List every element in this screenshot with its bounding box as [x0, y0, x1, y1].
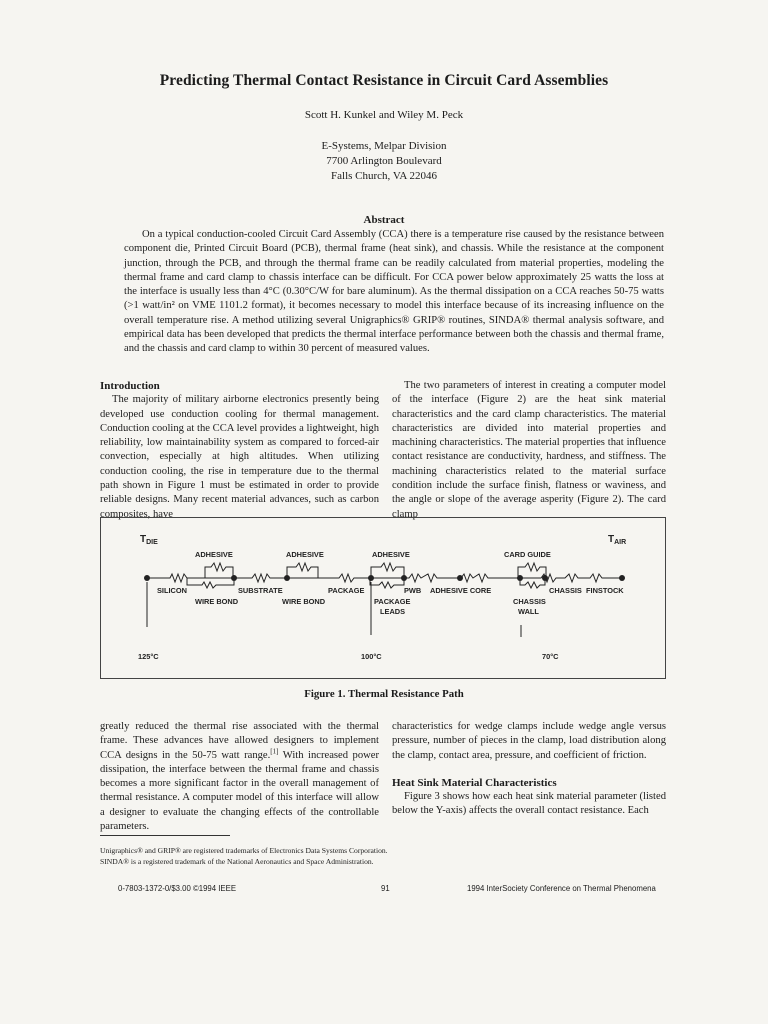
- footnote-line: Unigraphics® and GRIP® are registered trademarks of Electronics Data Systems Corporation.: [100, 846, 388, 855]
- label-package: PACKAGE: [328, 586, 365, 595]
- paragraph: greatly reduced the thermal rise associated with the thermal frame. These advances have allowed designers to implement CCA designs in the 50-75 watt range.[1] With increased power dissipation, the interface between the thermal frame and chassis becomes a more significant factor in the overall management of thermal resistance. A computer model of this interface will allow a designer to evaluate the changing effects of the controllable parameters.: [100, 721, 380, 833]
- resistor-adhesive-2: [287, 563, 318, 578]
- node: [144, 575, 150, 581]
- section-heading-introduction: Introduction: [100, 380, 160, 392]
- thermal-resistance-diagram: [100, 517, 666, 679]
- paragraph: The majority of military airborne electronics presently being developed use conduction cooling for thermal management. Conduction cooling at the CCA level provides a lightweight, high reliability, low maintainability system as compared to forced-air convection, especially at high altitudes. When utilizing conduction cooling, the rise in temperature due to the thermal path shown in Figure 1 must be estimated in order to provide reliable designs. Many recent material advances, such as carbon composites, have: [100, 394, 379, 520]
- paper-title: Predicting Thermal Contact Resistance in Circuit Card Assemblies: [159, 72, 609, 89]
- node: [368, 575, 374, 581]
- footer-conference: 1994 InterSociety Conference on Thermal Phenomena: [467, 884, 656, 893]
- page-number: 91: [381, 884, 390, 893]
- paragraph: The two parameters of interest in creating a computer model of the interface (Figure 2) are the heat sink material characteristics and the card clamp characteristics. The material characteristics are divided into material properties and machining characteristics. The material properties that influence contact resistance are conductivity, hardness, and stiffness. The machining characteristics related to the material surface condition include the surface finish, flatness or waviness, and the angle or slope of the average asperity (Figure 2). The card clamp: [392, 380, 666, 520]
- figure-caption: Figure 1. Thermal Resistance Path: [304, 688, 464, 700]
- main-thermal-path: [147, 574, 622, 582]
- footnotes: [100, 845, 666, 867]
- node: [542, 575, 548, 581]
- t-air-label: $T_{AIR}$: [608, 534, 627, 546]
- affiliation-line: 7700 Arlington Boulevard: [326, 155, 442, 167]
- affiliation: [0, 139, 768, 184]
- label-substrate: SUBSTRATE: [238, 586, 283, 595]
- label-adhesive-core: ADHESIVE CORE: [430, 586, 492, 595]
- node: [457, 575, 463, 581]
- t-die-label: $T_{DIE}$: [140, 534, 158, 546]
- label-adhesive-3: ADHESIVE: [372, 550, 410, 559]
- temp-label-125: 125°C: [138, 652, 159, 661]
- label-chassis: CHASSIS: [549, 586, 582, 595]
- label-chassis-wall: WALL: [518, 607, 539, 616]
- label-package-leads: PACKAGE: [374, 597, 411, 606]
- footnote-line: SINDA® is a registered trademark of the National Aeronautics and Space Administration.: [100, 857, 374, 866]
- footer-copyright: 0-7803-1372-0/$3.00 ©1994 IEEE: [118, 884, 237, 893]
- label-pwb: PWB: [404, 586, 422, 595]
- label-adhesive-2: ADHESIVE: [286, 550, 324, 559]
- label-silicon: SILICON: [157, 586, 187, 595]
- temp-label-70: 70°C: [542, 652, 559, 661]
- label-finstock: FINSTOCK: [586, 586, 624, 595]
- resistor-adhesive-3: [371, 563, 404, 578]
- abstract-heading: Abstract: [363, 214, 405, 226]
- node: [401, 575, 407, 581]
- paragraph: characteristics for wedge clamps include wedge angle versus pressure, number of pieces in the clamp, load distribution along the clamp, contact area, pressure, and coefficient of friction.: [392, 721, 666, 761]
- resistor-adhesive-1: [205, 563, 233, 578]
- label-card-guide: CARD GUIDE: [504, 550, 551, 559]
- resistor-pwb: [520, 578, 545, 588]
- authors: Scott H. Kunkel and Wiley M. Peck: [304, 109, 464, 121]
- resistor-card-guide: [518, 563, 546, 578]
- node: [619, 575, 625, 581]
- footnote-divider: [100, 835, 230, 836]
- affiliation-line: Falls Church, VA 22046: [331, 170, 437, 182]
- label-chassis-wall: CHASSIS: [513, 597, 546, 606]
- citation: [1]: [270, 747, 279, 756]
- body-column-left: [100, 720, 379, 834]
- node: [517, 575, 523, 581]
- label-wire-bond-1: WIRE BOND: [195, 597, 239, 606]
- node: [231, 575, 237, 581]
- resistor-silicon: [187, 578, 234, 588]
- affiliation-line: E-Systems, Melpar Division: [321, 140, 447, 152]
- label-wire-bond-2: WIRE BOND: [282, 597, 326, 606]
- section-heading-heat-sink: Heat Sink Material Characteristics: [392, 776, 557, 789]
- node: [284, 575, 290, 581]
- intro-column-right: [392, 379, 666, 522]
- label-package-leads: LEADS: [380, 607, 406, 616]
- body-column-right: [392, 720, 666, 819]
- abstract-text: On a typical conduction-cooled Circuit Card Assembly (CCA) there is a temperature rise caused by the resistance between component die, Printed Circuit Board (PCB), thermal frame (heat sink), and chassis. While the resistance at the component junction, through the PCB, and through the thermal frame can be readily calculated from material properties, modeling the thermal frame and card clamp to chassis interface can be difficult. For CCA power below approximately 25 watts the loss at the interface is usually less than 4°C (0.30°C/W for bare aluminum). As the thermal dissipation on a CCA reaches 50-75 watts (>1 watt/in² on VME 1101.2 format), it becomes necessary to model this interface because of its increasing influence on the overall temperature rise. A method utilizing several Unigraphics® GRIP® routines, SINDA® thermal analysis software, and empirical data has been developed that predicts the thermal interface performance between both the chassis and thermal frame, and the chassis and card clamp to within 30 percent of measured values.: [124, 229, 664, 355]
- resistor-package: [370, 578, 404, 588]
- paragraph: Figure 3 shows how each heat sink material parameter (listed below the Y-axis) affects the overall contact resistance. Each: [392, 791, 666, 817]
- temp-label-100: 100°C: [361, 652, 382, 661]
- intro-column-left: [100, 379, 379, 522]
- figure-1-frame: [100, 517, 666, 679]
- label-adhesive-1: ADHESIVE: [195, 550, 233, 559]
